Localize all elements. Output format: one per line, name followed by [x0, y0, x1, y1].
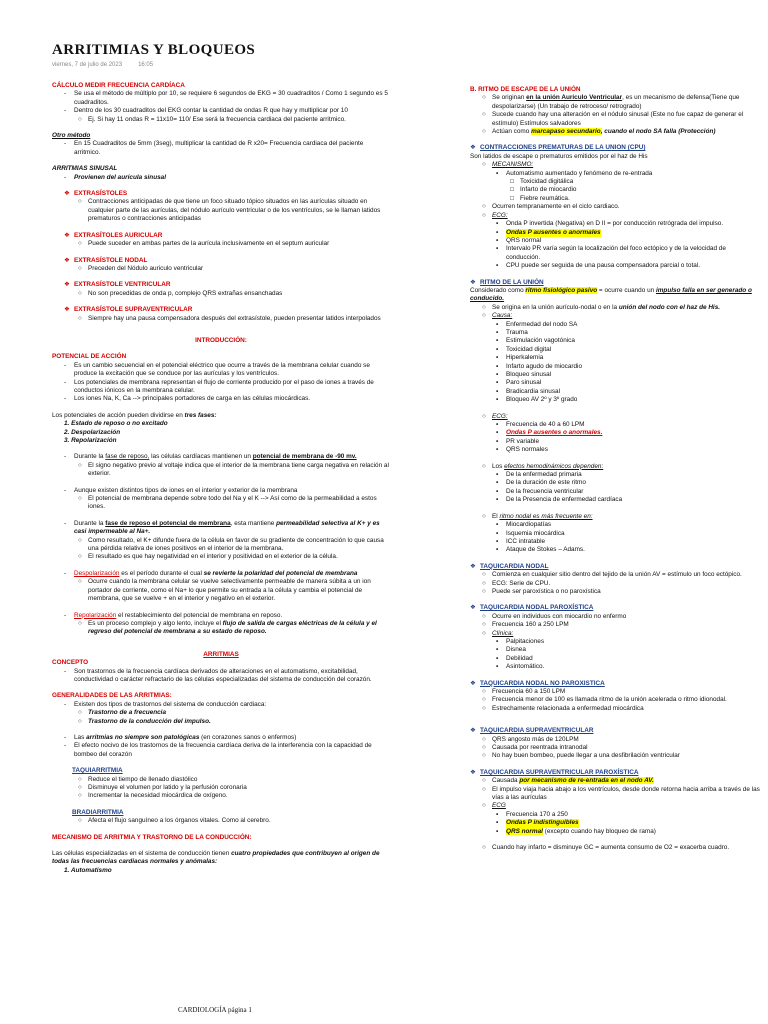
list-item: ○ No hay buen bombeo, puede llegar a una desfibrilación ventricular	[482, 752, 680, 760]
list-item: ○ ECG	[482, 802, 506, 810]
extra-heading: ❖ EXTRASÍSTOLES	[64, 190, 128, 198]
list-item: ○ ECG:	[482, 412, 508, 420]
list-item: ○ Puede ser paroxística o no paroxística	[482, 587, 601, 595]
taqui-heading: TAQUIARRITMIA	[72, 767, 123, 775]
list-item: ▪ Paro sinusal	[496, 379, 542, 387]
list-item: ○ Puede suceder en ambas partes de la aurícula inclusivamente en el septum auricular	[78, 240, 330, 248]
list-item: - Se usa el método de múltiplo por 10, se requiere 6 segundos de EKG = 30 cuadraditos / Como 1 segundo es 5 cuadraditos.	[64, 90, 388, 106]
list-item: ▪ Frecuencia 170 a 250	[496, 810, 568, 818]
list-item: ▪ Bradicardia sinusal	[496, 387, 560, 395]
mecanismo-item: 1. Automatismo	[64, 866, 112, 874]
tsv-heading: ❖ TAQUICARDIA SUPRAVENTRICULAR	[470, 727, 594, 735]
list-item: ▪ Toxicidad digital	[496, 345, 552, 353]
list-item: ▪ Debilidad	[496, 654, 533, 662]
fases-intro: Los potenciales de acción pueden dividirse en tres fases:	[52, 411, 217, 419]
list-item: - Durante la fase de reposo el potencial de membrana, esta mantiene permeabilidad selectiva al K+ y es casi impermeable al Na+.	[64, 519, 380, 536]
list-item: - Son trastornos de la frecuencia cardíaca derivados de alteraciones en el automatismo, excitabilidad, conductividad o carácter refractario de las células especializadas del sistema de conducción del corazón.	[64, 667, 372, 683]
list-item: ○ Ocurre en individuos con miocardio no enfermo	[482, 612, 627, 620]
list-item: ○ Frecuencia menor de 100 es llamada ritmo de la unión acelerada o ritmo idionodal.	[482, 696, 727, 704]
list-item: ○ Los efectos hemodinámicos dependen:	[482, 462, 604, 470]
list-item: ○ Comienza en cualquier sitio dentro del tejido de la unión AV = estímulo un foco ectópico.	[482, 571, 742, 579]
list-item: ○ Contracciones anticipadas de que tiene un foco situado tópico situados en las aurículas situado en cualquier parte de las aurículas, del nódulo aurículo ventricular o de los ventrículos, se le llaman latidos prematuros o contracciones anticipadas	[78, 198, 381, 223]
list-item: ○ Siempre hay una pausa compensadora después del extrasístole, pueden presentar latidos interpolados	[78, 314, 381, 322]
escape-heading: B. RITMO DE ESCAPE DE LA UNIÓN	[470, 86, 581, 93]
list-item: ○ Como resultado, el K+ difunde fuera de la célula en favor de su gradiente de concentración lo que causa una pérdida relativa de iones positivos en el interior de la membrana.	[78, 536, 384, 553]
list-item: ○ Ocurre cuando la membrana celular se vuelve selectivamente permeable de manera súbita a un ion portador de corriente, como el Na+ lo que permite su entrada a la célula y cambia el potencial de membrana, que se vuelve + en el interior y negativo en el exterior.	[78, 578, 371, 603]
list-item: ▪ Ondas P indistinguibles	[496, 819, 579, 827]
list-item: - Dentro de los 30 cuadraditos del EKG contar la cantidad de ondas R que hay y multiplicar por 10	[64, 107, 348, 115]
list-item: ○ No son precedidas de onda p, complejo QRS extrañas ensanchadas	[78, 289, 283, 297]
list-item: ○ Se origina en la unión aurículo-nodal o en la unión del nodo con el haz de His.	[482, 303, 721, 311]
tsvp-heading: ❖ TAQUICARDIA SUPRAVENTRICULAR PAROXÍSTICA	[470, 768, 639, 776]
list-item: ○ Se originan en la unión Aurículo Ventricular, es un mecanismo de defensa(Tiene que despolarizarse) (Un trabajo de retroceso/ retrogrado)	[482, 94, 740, 110]
list-item: - Repolarización el restablecimiento del potencial de membrana en reposo.	[64, 611, 283, 619]
list-item: ○ Causa:	[482, 312, 513, 320]
list-item: ○ Trastorno de la conducción del impulso.	[78, 717, 211, 725]
otro-heading: Otro método	[52, 132, 91, 140]
list-item: ▪ CPU puede ser seguida de una pausa compensadora parcial o total.	[496, 262, 700, 270]
list-item: ▪ De la duración de este ritmo	[496, 479, 586, 487]
list-item: ○ Afecta el flujo sanguíneo a los órganos vitales. Como al cerebro.	[78, 817, 271, 825]
list-item: ▪ Frecuencia de 40 a 60 LPM	[496, 421, 585, 429]
list-item: ▪ Disnea	[496, 646, 526, 654]
bradi-heading: BRADIARRITMIA	[72, 808, 124, 816]
page-title: ARRITIMIAS Y BLOQUEOS	[52, 42, 256, 58]
list-item: ○ Ocurren tempranamente en el ciclo cardiaco.	[482, 203, 620, 211]
fase-item: 2. Despolarización	[64, 428, 121, 436]
list-item: ▪ Trauma	[496, 328, 528, 336]
list-item: ○ Ej. Si hay 11 ondas R = 11x10= 110/ Ese será la frecuencia cardiaca del paciente arritmico.	[78, 115, 346, 123]
right-column	[470, 86, 760, 853]
list-item: □ Fiebre reumática.	[510, 194, 570, 202]
fase-item: 1. Estado de reposo o no excitado	[64, 420, 168, 428]
sinusal-heading: ARRITMIAS SINUSAL	[52, 165, 118, 173]
concepto-heading: CONCEPTO	[52, 659, 89, 667]
intro-heading: INTRODUCCIÓN:	[195, 336, 247, 344]
list-item: ▪ De la Presencia de enfermedad cardíaca	[496, 496, 623, 504]
list-item: ○ ECG:	[482, 211, 508, 219]
list-item: ▪ Automatismo aumentado y fenómeno de re-entrada	[496, 169, 653, 177]
list-item: ▪ Miocardiopatías	[496, 521, 552, 529]
list-item: ▪ Estimulación vagotónica	[496, 337, 575, 345]
ritmo-union-heading: ❖ RITMO DE LA UNIÓN	[470, 278, 544, 286]
list-item: ○ Causada por mecanismo de re-entrada en el nodo AV.	[482, 777, 654, 785]
ev-heading: ❖ EXTRASÍSTOLE VENTRICULAR	[64, 281, 171, 289]
list-item: ▪ QRS normales	[496, 446, 548, 454]
list-item: ▪ QRS normal (excepto cuando hay bloqueo de rama)	[496, 827, 656, 835]
list-item: - El efecto nocivo de los trastornos de la frecuencia cardíaca deriva de la interferencia con la capacidad de bombeo del corazón	[64, 742, 372, 758]
page-date	[52, 62, 169, 68]
list-item: ▪ Onda P invertida (Negativa) en D II = por conducción retrógrada del impulso.	[496, 220, 724, 228]
tnp-heading: ❖ TAQUICARDIA NODAL PAROXÍSTICA	[470, 604, 594, 612]
list-item: ○ Reduce el tiempo de llenado diastólico	[78, 775, 198, 783]
cpu-intro: Son latidos de escape o prematuros emitidos por el haz de His	[470, 152, 648, 160]
mecanismo-text: Las células especializadas en el sistema de conducción tienen cuatro propiedades que contribuyen al origen de todas las frecuencias cardiacas normales y anómalas:	[52, 850, 380, 866]
list-item: ○ El ritmo nodal es más frecuente en:	[482, 512, 593, 520]
list-item: ▪ Intervalo PR varía según la localización del foco ectópico y de la velocidad de conducción.	[496, 245, 726, 261]
list-item: ▪ Palpitaciones	[496, 637, 545, 645]
list-item: - Los iones Na, K, Ca --> principales portadores de carga en las células miocárdicas.	[64, 395, 311, 403]
list-item: - Existen dos tipos de trastornos del sistema de conducción cardiaca:	[64, 700, 267, 708]
list-item: ○ El signo negativo previo al voltaje indica que el interior de la membrana tiene carga negativa en relación al exterior.	[78, 461, 389, 478]
list-item: ▪ Enfermedad del nodo SA	[496, 320, 578, 328]
left-column	[52, 82, 390, 875]
list-item: ○ Estrechamente relacionada a enfermedad miocárdica	[482, 704, 644, 712]
list-item: ○ QRS angosto más de 120LPM	[482, 735, 579, 743]
list-item: ○ Clínica:	[482, 629, 514, 637]
calc-heading: CÁLCULO MEDIR FRECUENCIA CARDÍACA	[52, 82, 185, 89]
list-item: ○ Incrementar la necesidad miocárdica de oxígeno.	[78, 792, 228, 800]
list-item: ▪ De la frecuencia ventricular	[496, 487, 584, 495]
list-item: ▪ Ataque de Stokes – Adams.	[496, 546, 585, 554]
ritmo-union-intro: Considerado como ritmo fisiológico pasivo = ocurre cuando un impulso falla en ser generado o conducido.	[470, 286, 752, 303]
list-item: ▪ ICC intratable	[496, 537, 546, 545]
list-item: ○ El resultado es que hay negatividad en el interior y positividad en el exterior de la célula.	[78, 553, 338, 561]
list-item: - Es un cambio secuencial en el potencial eléctrico que ocurre a través de la membrana celular cuando se produce la excitación que se conduce por las aurículas y los ventrículos.	[64, 361, 370, 378]
list-item: - En 15 Cuadraditos de 5mm (3seg), multiplicar la cantidad de R x20= Frecuencia cardiaca del paciente arritmico.	[64, 140, 364, 156]
list-item: - Los potenciales de membrana representan el flujo de corriente producido por el paso de iones a través de conductos iónicos en la membrana celular.	[64, 378, 374, 394]
fase-item: 3. Repolarización	[64, 437, 117, 444]
page-footer: CARDIOLOGÍA página 1	[178, 1006, 252, 1014]
generalidades-heading: GENERALIDADES DE LAS ARRITMIAS:	[52, 692, 172, 700]
list-item: ○ Disminuye el volumen por latido y la perfusión coronaria	[78, 784, 247, 791]
list-item: ○ Causada por reentrada intranodal	[482, 744, 588, 752]
list-item: ▪ Bloqueo sinusal	[496, 371, 552, 378]
list-item: ○ Es un proceso complejo y algo lento, incluye el flujo de salida de cargas eléctricas de la célula y el regreso del potencial de membrana a su estado de reposo.	[78, 619, 377, 636]
mecanismo-heading: MECANISMO DE ARRITMIA Y TRASTORNO DE LA CONDUCCIÓN:	[52, 833, 252, 841]
list-item: ○ ECG: Serie de CPU.	[482, 579, 551, 587]
list-item: ○ Sucede cuando hay una alteración en el nódulo sinusal (Este no fue capaz de generar el estímulo) Estímulos salvadores	[482, 111, 744, 127]
ea-heading: ❖ EXTRASÍTOLES AURICULAR	[64, 231, 163, 239]
esv-heading: ❖ EXTRASÍSTOLE SUPRAVENTRICULAR	[64, 306, 193, 314]
list-item: - Provienen del aurícula sinusal	[64, 173, 166, 181]
list-item: □ Toxicidad digitálica	[510, 178, 574, 186]
list-item: ▪ Infarto agudo de miocardio	[496, 362, 583, 370]
list-item: ▪ De la enfermedad primaria	[496, 471, 582, 479]
list-item: ▪ Bloqueo AV 2º y 3º grado	[496, 396, 578, 404]
potencial-heading: POTENCIAL DE ACCIÓN	[52, 353, 127, 361]
list-item: ○ Trastorno de a frecuencia	[78, 709, 167, 717]
list-item: - Aunque existen distintos tipos de iones en el interior y exterior de la membrana	[64, 486, 298, 494]
taqui-nodal-heading: ❖ TAQUICARDIA NODAL	[470, 562, 549, 570]
list-item: □ Infarto de miocardio	[510, 186, 577, 194]
en-heading: ❖ EXTRASÍSTOLE NODAL	[64, 256, 148, 264]
list-item: ▪ Isquemia miocárdica	[496, 529, 565, 537]
list-item: - Despolarización es el período durante el cual se revierte la polaridad del potencial de membrana	[64, 569, 358, 577]
list-item: ○ Preceden del Nódulo auriculo ventricular	[78, 264, 204, 272]
list-item: ○ El impulso viaja hacia abajo a los ventrículos, desde donde retorna hacia arriba a través de las vías a las aurículas	[482, 785, 760, 802]
list-item: - Las arritmias no siempre son patológicas (en corazones sanos o enfermos)	[64, 733, 297, 741]
list-item: ▪ Ondas P ausentes o anormales.	[496, 429, 603, 437]
list-item: ○ Frecuencia 160 a 250 LPM	[482, 621, 569, 629]
list-item: ○ Actúan como marcapaso secundario, cuando el nodo SA falla (Protección)	[482, 128, 716, 136]
date-text: viernes, 7 de julio de 2023	[52, 62, 123, 68]
list-item: ○ El potencial de membrana depende sobre todo del Na y el K --> Así como de la permeabilidad a estos iones.	[78, 495, 377, 511]
list-item: ▪ PR variable	[496, 437, 540, 445]
list-item: ▪ Asintomático.	[496, 663, 545, 671]
list-item: ○ Frecuencia 60 a 150 LPM	[482, 688, 566, 695]
list-item: ▪ QRS normal	[496, 236, 542, 244]
list-item: ▪ Ondas P ausentes o anormales	[496, 228, 601, 236]
list-item: ▪ Hiperkalemia	[496, 354, 544, 362]
tnnp-heading: ❖ TAQUICARDIA NODAL NO PAROXISTICA	[470, 679, 605, 687]
cpu-heading: ❖ CONTRACCIONES PREMATURAS DE LA UNION (CPU)	[470, 144, 646, 152]
time-text: 16:05	[138, 62, 154, 68]
list-item: - Durante la fase de reposo, las células cardíacas mantienen un potencial de membrana de -90 mv.	[64, 453, 357, 461]
list-item: ○ MECANISMO:	[482, 161, 534, 169]
list-item: ○ Cuando hay infarto = disminuye GC = aumenta consumo de O2 = exacerba cuadro.	[482, 844, 730, 852]
arritmias-heading: ARRITMIAS	[203, 650, 239, 658]
